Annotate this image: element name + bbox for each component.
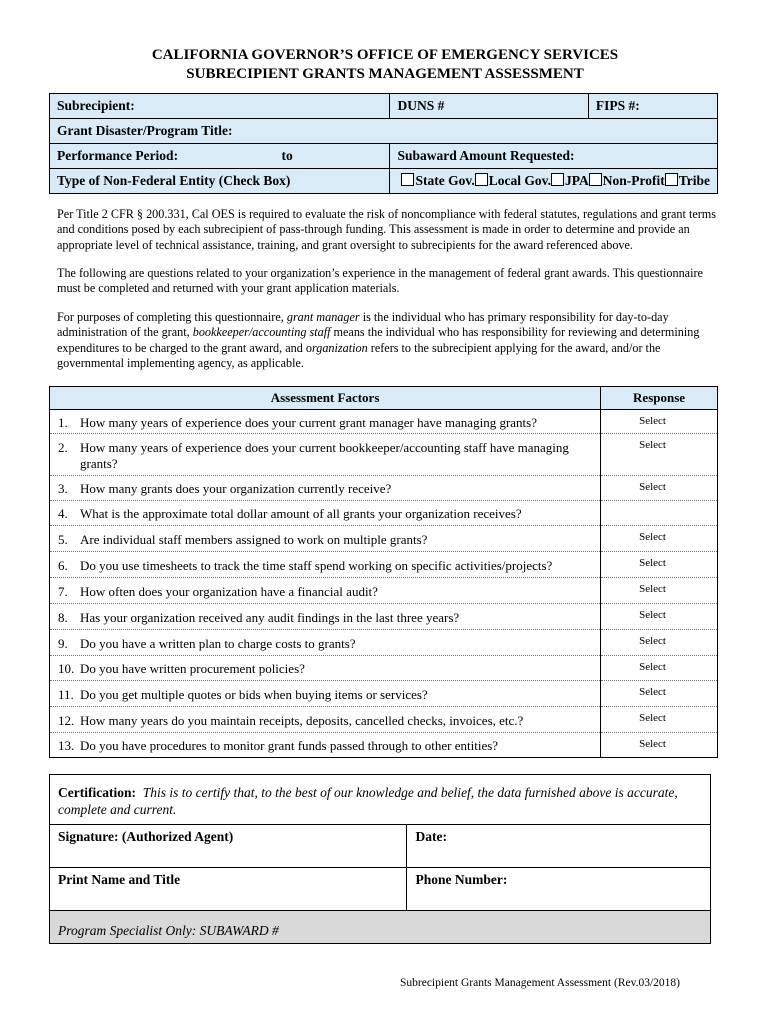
question-text: Do you have a written plan to charge costs to grants?: [80, 635, 356, 651]
question-text: How many grants does your organization currently receive?: [80, 481, 392, 496]
term-grant-manager: grant manager: [286, 310, 360, 324]
print-name-label: Print Name and Title: [58, 872, 181, 887]
entity-type-options: [390, 169, 718, 194]
question-row: [50, 501, 718, 526]
question-cell: [50, 630, 601, 656]
question-number: 11.: [58, 686, 74, 702]
option-non-profit-label: Non-Profit: [602, 173, 665, 188]
response-select[interactable]: Select: [639, 531, 666, 543]
response-cell[interactable]: [601, 410, 718, 434]
subrecipient-label: Subrecipient:: [57, 98, 135, 113]
question-number: 8.: [58, 609, 68, 625]
date-label: Date:: [415, 829, 447, 844]
performance-to-label: to: [281, 148, 293, 163]
term-organization: rganization: [311, 340, 368, 355]
question-number: 7.: [58, 583, 68, 599]
option-state-gov-label: State Gov.: [415, 173, 475, 188]
question-text: Are individual staff members assigned to work on multiple grants?: [80, 531, 428, 547]
performance-period-label: Performance Period:: [57, 148, 179, 163]
response-select[interactable]: Select: [639, 439, 666, 451]
certification-table: [49, 774, 711, 944]
question-row: [50, 434, 718, 476]
response-select[interactable]: Select: [639, 609, 666, 621]
checkbox-tribe[interactable]: [665, 173, 678, 186]
duns-label: DUNS #: [397, 98, 445, 113]
response-select[interactable]: Select: [639, 686, 666, 698]
grant-title-label: Grant Disaster/Program Title:: [57, 123, 233, 138]
response-cell[interactable]: [601, 552, 718, 578]
option-jpa[interactable]: [551, 173, 589, 189]
entity-type-label-cell: [50, 169, 390, 194]
response-cell[interactable]: [601, 501, 718, 526]
term-bookkeeper: bookkeeper/accounting staff: [192, 325, 331, 340]
question-text: Has your organization received any audit findings in the last three years?: [80, 609, 460, 625]
definitions-text-c: means the individual who has responsibility for reviewing and determining expenditures to be charged to the grant award, and o: [57, 325, 700, 355]
option-non-profit[interactable]: [589, 173, 665, 189]
response-select[interactable]: Select: [639, 481, 666, 493]
subrecipient-info-table: [49, 93, 718, 194]
response-cell[interactable]: [601, 707, 718, 733]
question-cell: [50, 733, 601, 758]
response-select[interactable]: Select: [639, 661, 666, 673]
definitions-text-d: refers to the subrecipient applying for the award, and/or the governmental implementing agency, as applicable.: [57, 340, 661, 371]
question-text: What is the approximate total dollar amount of all grants your organization receives?: [80, 506, 522, 521]
question-cell: [50, 526, 601, 552]
phone-label: Phone Number:: [415, 872, 508, 887]
question-cell: [50, 410, 601, 434]
subrecipient-field[interactable]: [50, 94, 390, 119]
performance-period-field[interactable]: [50, 144, 390, 169]
checkbox-local-gov[interactable]: [475, 173, 488, 186]
response-select[interactable]: Select: [639, 738, 666, 750]
response-select[interactable]: Select: [639, 712, 666, 724]
question-text: How often does your organization have a financial audit?: [80, 583, 378, 599]
question-number: 10.: [58, 661, 75, 676]
question-cell: [50, 656, 601, 681]
intro-paragraph: Per Title 2 CFR § 200.331, Cal OES is required to evaluate the risk of noncompliance with federal statutes, regulations and grant terms and conditions posed by each subrecipient of pass-through funding. This assessment is made in order to determine and provide an appropriate level of technical assistance, training, and grant oversight to subrecipients for the award referenced above.: [57, 207, 717, 252]
response-select[interactable]: Select: [639, 583, 666, 595]
question-row: [50, 656, 718, 681]
phone-field[interactable]: [407, 868, 711, 911]
option-local-gov-label: Local Gov.: [488, 173, 551, 188]
question-row: [50, 630, 718, 656]
response-select[interactable]: Select: [639, 557, 666, 569]
response-cell[interactable]: [601, 656, 718, 681]
question-cell: [50, 552, 601, 578]
subaward-amount-field[interactable]: [390, 144, 718, 169]
page-footer: Subrecipient Grants Management Assessment (Rev.03/2018): [400, 977, 680, 989]
question-row: [50, 578, 718, 604]
option-tribe-label: Tribe: [678, 173, 710, 188]
question-row: [50, 604, 718, 630]
definitions-text-a: For purposes of completing this questionnaire,: [57, 310, 287, 324]
question-cell: [50, 578, 601, 604]
checkbox-jpa[interactable]: [551, 173, 564, 186]
option-local-gov[interactable]: [475, 173, 551, 189]
question-cell: [50, 501, 601, 526]
definitions-paragraph: [57, 310, 717, 372]
certification-label: Certification:: [58, 785, 136, 800]
print-name-field[interactable]: [50, 868, 407, 911]
checkbox-state-gov[interactable]: [401, 173, 414, 186]
question-row: [50, 733, 718, 758]
question-text: Do you have written procurement policies?: [80, 661, 305, 676]
response-cell[interactable]: [601, 630, 718, 656]
question-number: 3.: [58, 481, 68, 496]
question-number: 13.: [58, 738, 75, 753]
option-tribe[interactable]: [665, 173, 710, 189]
question-number: 5.: [58, 531, 68, 547]
question-text: Do you use timesheets to track the time staff spend working on specific activities/projects?: [80, 557, 553, 573]
response-cell[interactable]: [601, 681, 718, 707]
assessment-table: [49, 386, 718, 758]
question-number: 9.: [58, 635, 68, 651]
assessment-factors-header: Assessment Factors: [50, 387, 601, 410]
certification-statement: [50, 775, 711, 825]
question-text: How many years of experience does your current grant manager have managing grants?: [80, 414, 537, 430]
response-cell[interactable]: [601, 733, 718, 758]
response-select[interactable]: Select: [639, 415, 666, 427]
question-cell: [50, 604, 601, 630]
grant-title-field[interactable]: [50, 119, 718, 144]
checkbox-non-profit[interactable]: [589, 173, 602, 186]
question-number: 4.: [58, 506, 68, 521]
date-field[interactable]: [407, 825, 711, 868]
option-jpa-label: JPA: [565, 173, 589, 188]
certification-text: This is to certify that, to the best of our knowledge and belief, the data furnished above is accurate, complete and current.: [58, 785, 678, 817]
question-row: [50, 476, 718, 501]
response-header: Response: [601, 387, 718, 410]
definitions-text-b: is the individual who has primary responsibility for day-to-day administration of the grant,: [57, 310, 669, 340]
program-specialist-field[interactable]: [50, 911, 711, 944]
question-number: 6.: [58, 557, 68, 573]
question-number: 2.: [58, 439, 68, 455]
question-row: [50, 681, 718, 707]
question-cell: [50, 476, 601, 501]
subaward-amount-label: Subaward Amount Requested:: [397, 148, 575, 163]
question-cell: [50, 707, 601, 733]
question-text: Do you get multiple quotes or bids when buying items or services?: [80, 686, 428, 702]
duns-field[interactable]: [390, 94, 588, 119]
question-row: [50, 552, 718, 578]
response-cell[interactable]: [601, 434, 718, 476]
question-row: [50, 707, 718, 733]
option-state-gov[interactable]: [401, 173, 474, 189]
response-cell[interactable]: [601, 578, 718, 604]
form-title-line2: SUBRECIPIENT GRANTS MANAGEMENT ASSESSMENT: [186, 66, 584, 82]
program-specialist-label: Program Specialist Only: SUBAWARD #: [58, 923, 279, 938]
response-cell[interactable]: [601, 476, 718, 501]
signature-label: Signature: (Authorized Agent): [58, 829, 234, 844]
response-cell[interactable]: [601, 526, 718, 552]
question-number: 12.: [58, 712, 75, 728]
question-cell: [50, 434, 601, 476]
fips-field[interactable]: [588, 94, 717, 119]
question-text: Do you have procedures to monitor grant funds passed through to other entities?: [80, 738, 499, 753]
signature-field[interactable]: [50, 825, 407, 868]
question-text: How many years of experience does your current bookkeeper/accounting staff have managing grants?: [80, 439, 569, 471]
question-cell: [50, 681, 601, 707]
response-select[interactable]: Select: [639, 635, 666, 647]
questionnaire-paragraph: The following are questions related to your organization’s experience in the management of federal grant awards. This questionnaire must be completed and returned with your grant application materials.: [57, 266, 703, 296]
form-title-line1: CALIFORNIA GOVERNOR’S OFFICE OF EMERGENCY SERVICES: [151, 47, 619, 63]
question-row: [50, 526, 718, 552]
question-number: 1.: [58, 414, 68, 430]
fips-label: FIPS #:: [595, 98, 640, 113]
question-text: How many years do you maintain receipts, deposits, cancelled checks, invoices, etc.?: [80, 712, 524, 728]
question-row: [50, 410, 718, 434]
response-cell[interactable]: [601, 604, 718, 630]
entity-type-label: Type of Non-Federal Entity (Check Box): [57, 173, 291, 188]
